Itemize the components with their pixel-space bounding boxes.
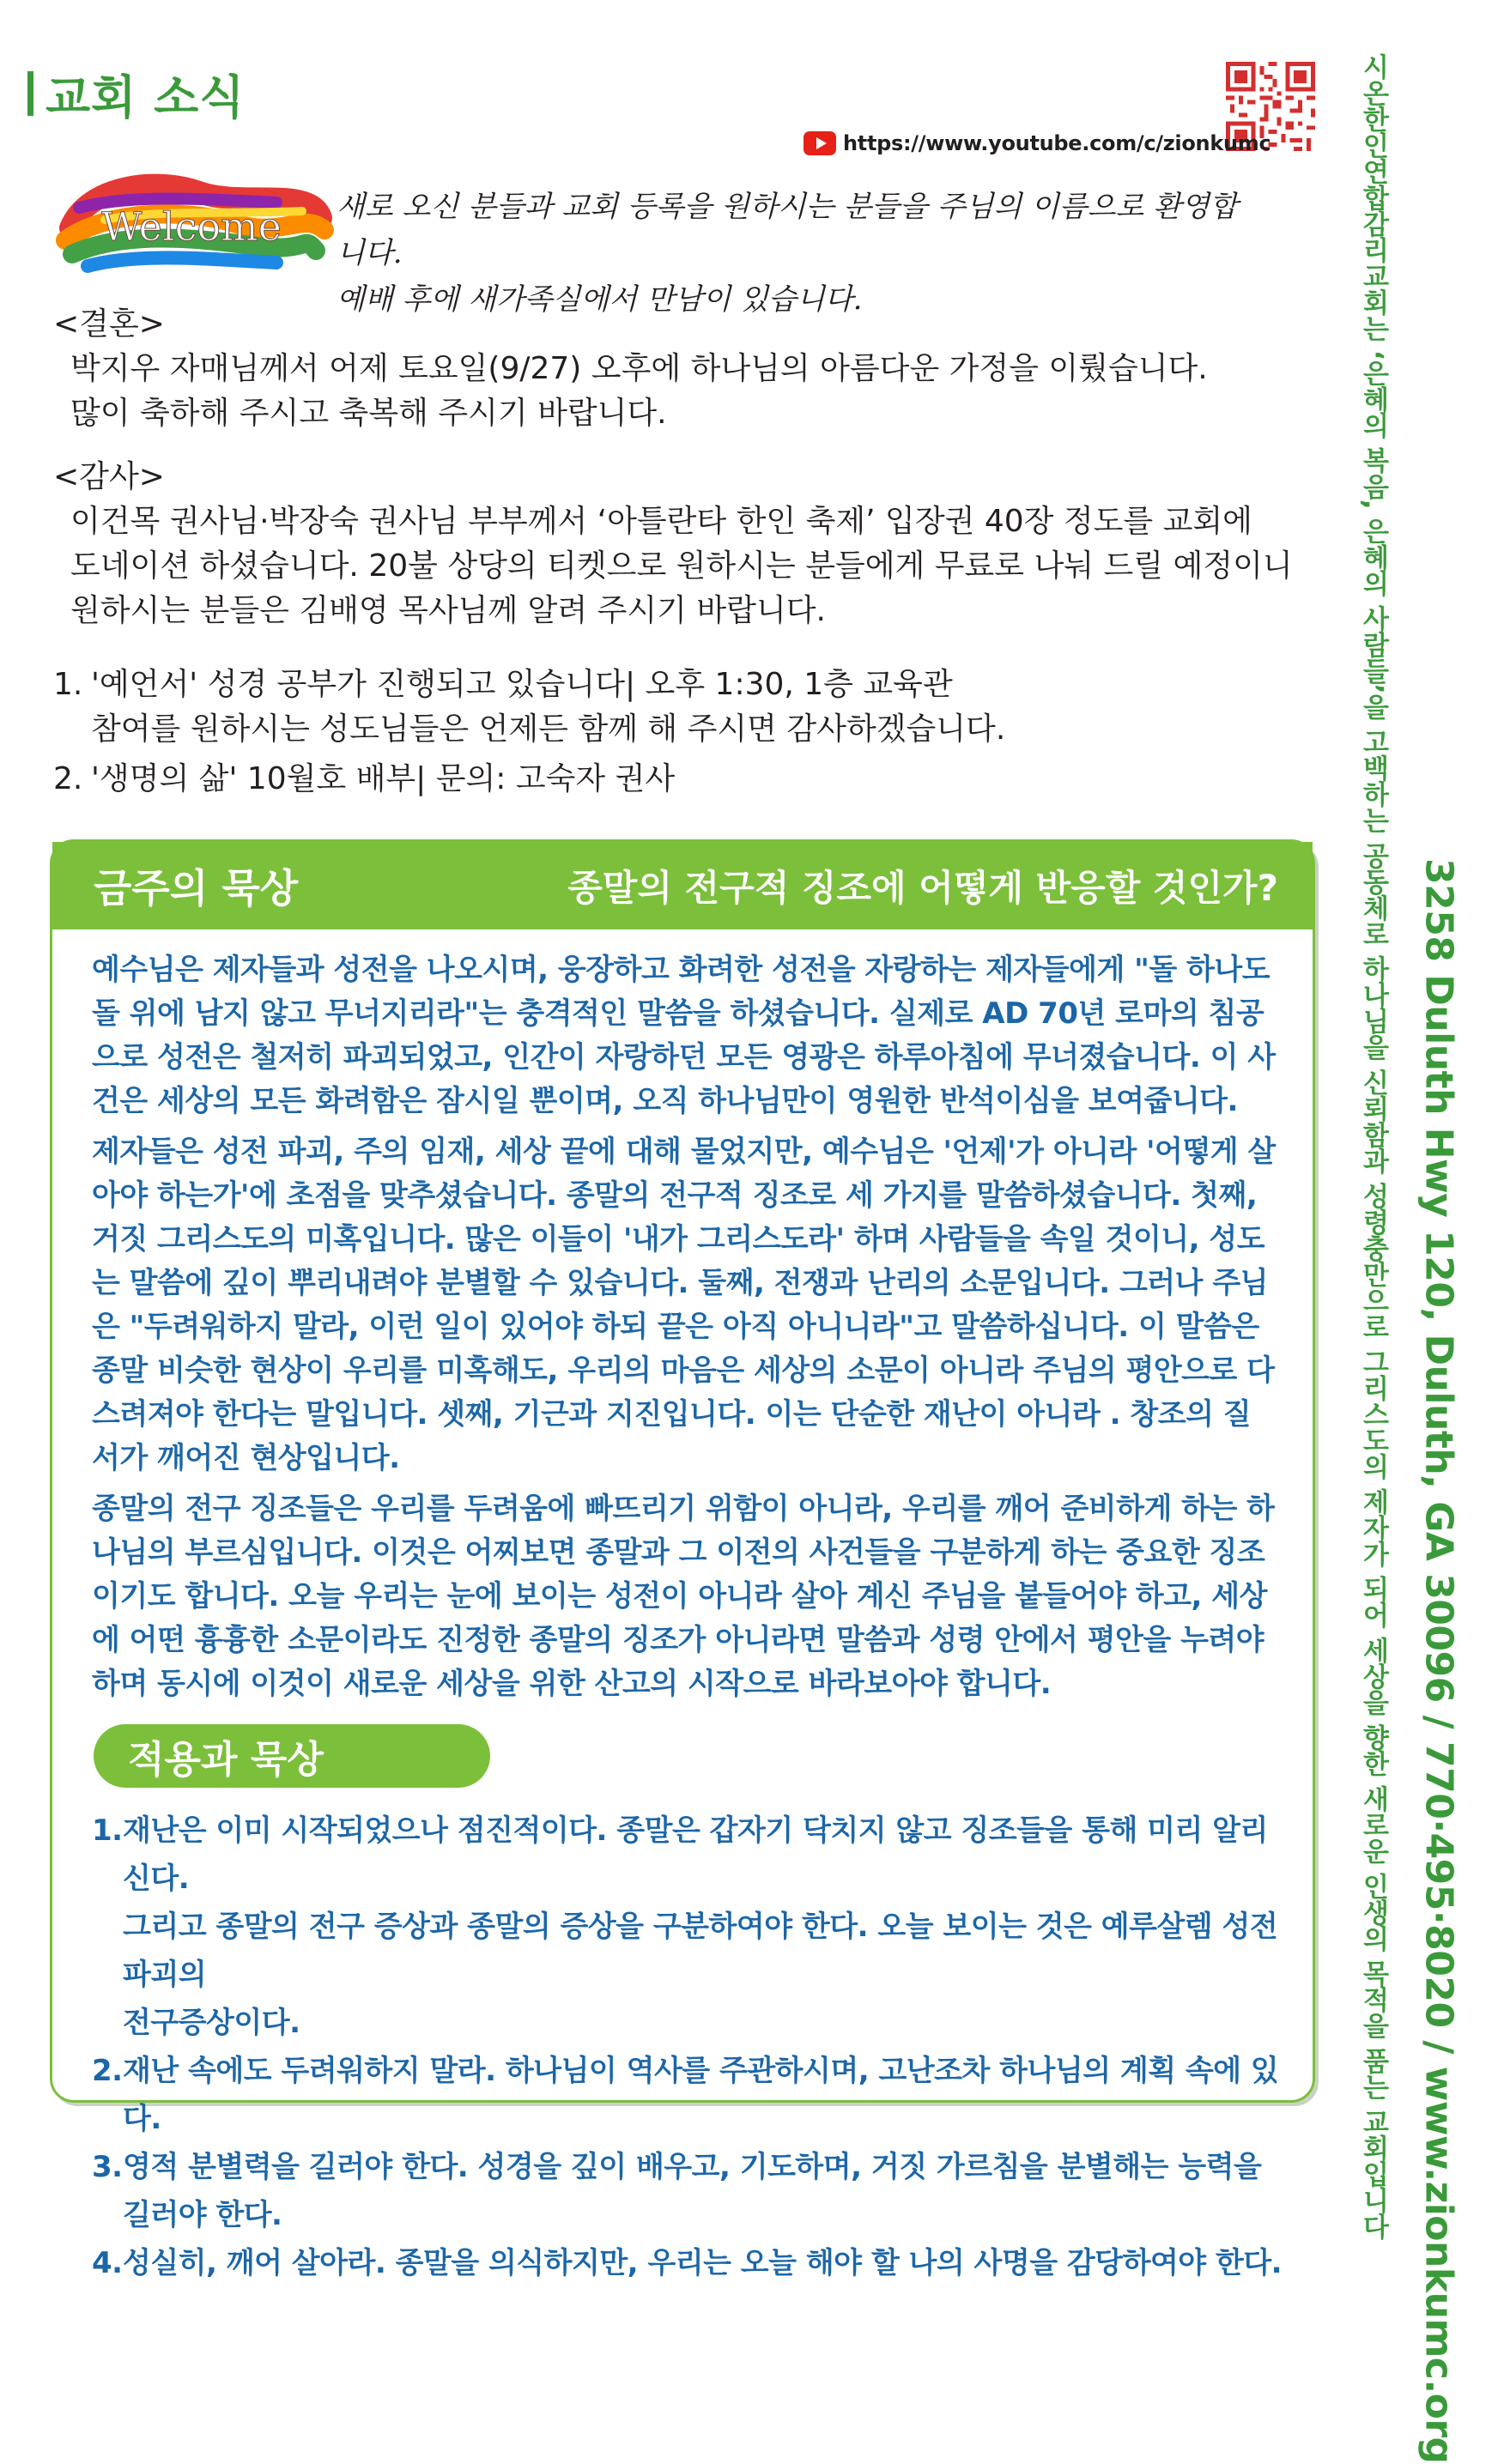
meditation-paragraph: 종말의 전구 징조들은 우리를 두려움에 빠뜨리기 위함이 아니라, 우리를 깨어 준비하게 하는 하나님의 부르심입니다. 이것은 어찌보면 종말과 그 이전의 사건들을 구분하게 하는 중요한 징조이기도 합니다. 오늘 우리는 눈에 보이는 성전이 아니라 살아 계신 주님을 붙들어야 하고, 세상에 어떤 흉흉한 소문이라도 진정한 종말의 징조가 아니라면 말씀과 성령 안에서 평안을 누려야 하며 동시에 이것이 새로운 세상을 위한 산고의 시작으로 바라보아야 합니다. [92, 1492, 1275, 1701]
application-line: 전구증상이다. [123, 2006, 300, 2040]
welcome-logo-text: Welcome [101, 203, 282, 250]
announcement-item [53, 757, 1324, 802]
youtube-link[interactable] [804, 129, 1271, 158]
meditation-header [52, 842, 1313, 929]
application-number: 2. [92, 2054, 123, 2088]
application-item [92, 2239, 1285, 2287]
meditation-paragraph: 예수님은 제자들과 성전을 나오시며, 웅장하고 화려한 성전을 자랑하는 제자들에게 "돌 하나도 돌 위에 남지 않고 무너지리라"는 충격적인 말씀을 하셨습니다. 실제로 AD 70년 로마의 침공으로 성전은 철저히 파괴되었고, 인간이 자랑하던 모든 영광은 하루아침에 무너졌습니다. 이 사건은 세상의 모든 화려함은 잠시일 뿐이며, 오직 하나님만이 영원한 반석이심을 보여줍니다. [92, 953, 1276, 1118]
meditation-paragraph: 제자들은 성전 파괴, 주의 임재, 세상 끝에 대해 물었지만, 예수님은 '언제'가 아니라 '어떻게 살아야 하는가'에 초점을 맞추셨습니다. 종말의 전구적 징조로 세 가지를 말씀하셨습니다. 첫째, 거짓 그리스도의 미혹입니다. 많은 이들이 '내가 그리스도라' 하며 사람들을 속일 것이니, 성도는 말씀에 깊이 뿌리내려야 분별할 수 있습니다. 둘째, 전쟁과 난리의 소문입니다. 그러나 주님은 "두려워하지 말라, 이런 일이 있어야 하되 끝은 아직 아니니라"고 말씀하십니다. 이 말씀은 종말 비슷한 현상이 우리를 미혹해도, 우리의 마음은 세상의 소문이 아니라 주님의 평안으로 다스려져야 한다는 말입니다. 셋째, 기근과 지진입니다. 이는 단순한 재난이 아니라 . 창조의 질서가 깨어진 현상입니다. [92, 1135, 1276, 1475]
application-line: 영적 분별력을 길러야 한다. 성경을 깊이 배우고, 기도하며, 거짓 가르침을 분별해는 능력을 길러야 한다. [123, 2150, 1262, 2232]
announcement-text: '생명의 삶' 10월호 배부| 문의: 고숙자 권사 [91, 761, 676, 796]
application-line: 그리고 종말의 전구 증상과 종말의 증상을 구분하여야 한다. 오늘 보이는 것은 예루살렘 성전 파괴의 [123, 1910, 1278, 1992]
mission-statement-sidebar [1339, 53, 1408, 2240]
meditation-box [50, 839, 1315, 2280]
thanks-line: 원하시는 분들은 김배영 목사님께 알려 주시기 바랍니다. [70, 593, 826, 628]
application-line: 성실히, 깨어 살아라. 종말을 의식하지만, 우리는 오늘 해야 할 나의 사명을 감당하여야 한다. [123, 2246, 1283, 2280]
meditation-title: 종말의 전구적 징조에 어떻게 반응할 것인가? [567, 867, 1278, 909]
mission-statement: 시온한인연합감리교회는 ‘은혜의 복음, 은혜의 사람들’을 고백하는 공동체로 하나님을 신뢰함과 성령충만으로 그리스도의 제자가 되어 세상을 향한 새로운 인생의 목적을 품는 교회입니다 [1357, 53, 1389, 2240]
announcement-item [53, 663, 1324, 707]
youtube-icon [804, 131, 836, 155]
application-line: 재난 속에도 두려워하지 말라. 하나님이 역사를 주관하시며, 고난조차 하나님의 계획 속에 있다. [123, 2054, 1279, 2136]
application-list [92, 1807, 1285, 2287]
application-label-pill [94, 1724, 490, 1788]
welcome-line: 새로 오신 분들과 교회 등록을 원하시는 분들을 주님의 이름으로 환영합니다. [337, 190, 1238, 270]
application-item [92, 2047, 1285, 2143]
meditation-label: 금주의 묵상 [94, 865, 299, 911]
section-header [27, 67, 246, 124]
contact-sidebar [1404, 858, 1473, 2464]
application-item [92, 1807, 1285, 2047]
announcement-item-continued [53, 707, 1324, 752]
thanks-notice [53, 455, 1324, 633]
wedding-line: 박지우 자매님께서 어제 토요일(9/27) 오후에 하나님의 아름다운 가정을 이뤘습니다. [70, 351, 1208, 386]
wedding-line: 많이 축하해 주시고 축복해 주시기 바랍니다. [70, 396, 667, 431]
welcome-line: 예배 후에 새가족실에서 만남이 있습니다. [337, 282, 863, 317]
announcement-text: '예언서' 성경 공부가 진행되고 있습니다| 오후 1:30, 1층 교육관 [91, 667, 953, 702]
wedding-notice [53, 302, 1324, 436]
application-number: 3. [92, 2150, 123, 2184]
application-line: 재난은 이미 시작되었으나 점진적이다. 종말은 갑자기 닥치지 않고 징조들을 통해 미리 알리신다. [123, 1813, 1268, 1896]
announcement-text: 참여를 원하시는 성도님들은 언제든 함께 해 주시면 감사하겠습니다. [91, 711, 1006, 747]
announcement-list [53, 663, 1324, 802]
welcome-logo [53, 177, 330, 278]
application-number: 1. [92, 1813, 123, 1848]
section-header-bar [27, 71, 33, 116]
thanks-line: 도네이션 하셨습니다. 20불 상당의 티켓으로 원하시는 분들에게 무료로 나눠 드릴 예정이니 [70, 548, 1293, 584]
thanks-heading: <감사> [53, 459, 165, 494]
wedding-heading: <결혼> [53, 306, 165, 342]
page-title: 교회 소식 [45, 70, 246, 124]
announcement-number: 2. [53, 761, 83, 796]
announcement-number: 1. [53, 667, 83, 702]
application-item [92, 2143, 1285, 2239]
application-label: 적용과 묵상 [128, 1738, 324, 1782]
meditation-body [92, 948, 1277, 1713]
thanks-line: 이건목 권사님·박장숙 권사님 부부께서 ‘아틀란타 한인 축제’ 입장권 40장 정도를 교회에 [70, 504, 1252, 539]
application-number: 4. [92, 2246, 123, 2280]
contact-info: 3258 Duluth Hwy 120, Duluth, GA 30096 / 770·495·8020 / www.zionkumc.org [1416, 858, 1461, 2464]
youtube-url[interactable]: https://www.youtube.com/c/zionkumc [843, 131, 1271, 155]
